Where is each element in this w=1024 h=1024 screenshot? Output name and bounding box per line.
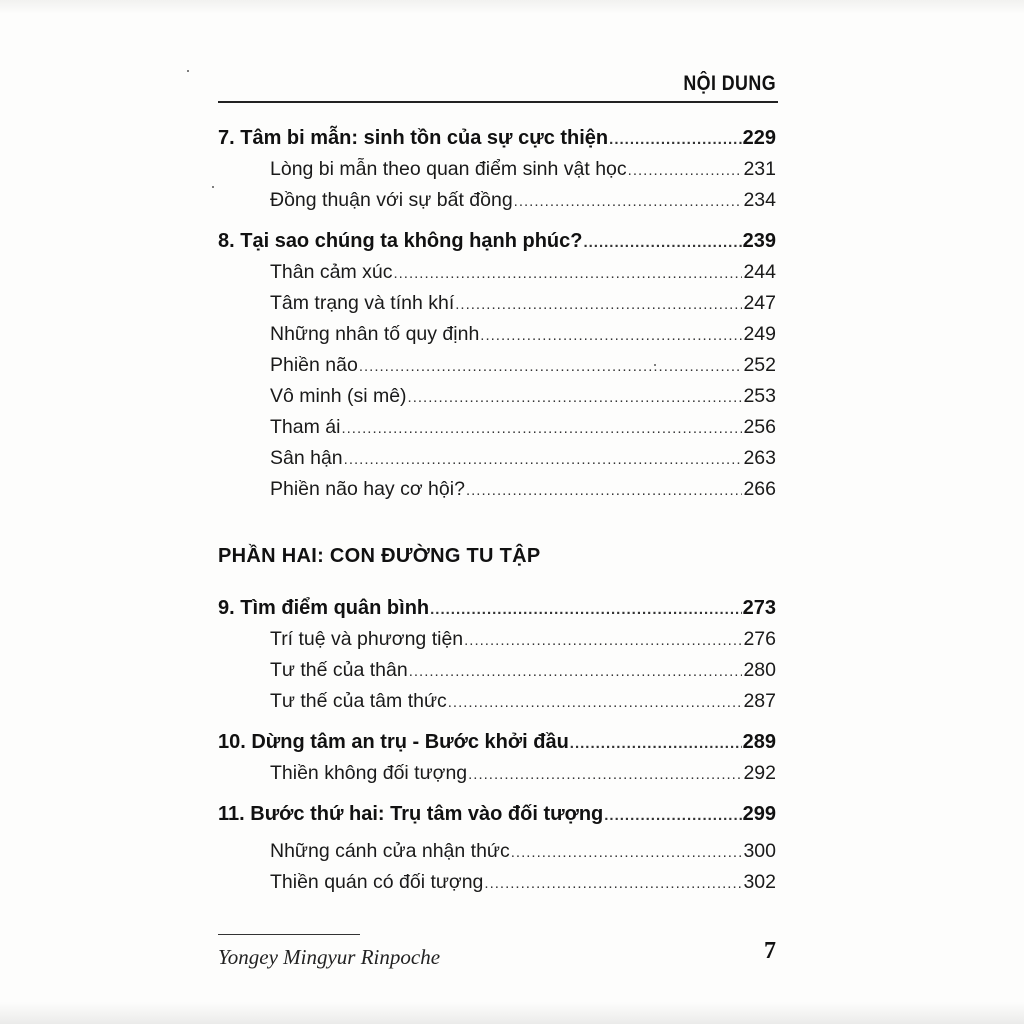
toc-section	[218, 185, 776, 216]
dot-leader	[448, 687, 743, 718]
page-header-title: NỘI DUNG	[683, 72, 776, 95]
toc-chapter-9	[218, 593, 776, 624]
chapter-title: 10. Dừng tâm an trụ - Bước khởi đầu	[218, 731, 569, 753]
toc-section	[218, 443, 776, 474]
chapter-title: 11. Bước thứ hai: Trụ tâm vào đối tượng	[218, 803, 604, 825]
chapter-page: 239	[742, 230, 776, 252]
toc-section	[218, 867, 776, 898]
dot-leader	[409, 656, 743, 687]
section-page: 292	[743, 762, 776, 784]
section-page: 253	[743, 385, 776, 407]
section-title: Phiền não	[270, 354, 358, 376]
section-title: Thiền quán có đối tượng	[270, 871, 484, 893]
dot-leader	[464, 625, 742, 656]
paper-speck	[187, 70, 189, 72]
dot-leader	[344, 444, 743, 475]
section-title: Trí tuệ và phương tiện	[270, 628, 464, 650]
toc-section	[218, 319, 776, 350]
section-page: 276	[743, 628, 776, 650]
toc-chapter-10	[218, 727, 776, 758]
toc-section	[218, 655, 776, 686]
dot-leader	[628, 155, 743, 186]
dot-leader	[341, 413, 742, 444]
toc-section	[218, 257, 776, 288]
toc-section	[218, 474, 776, 505]
toc-chapter-7	[218, 123, 776, 154]
toc-section	[218, 288, 776, 319]
dot-leader	[570, 728, 742, 759]
chapter-page: 229	[742, 127, 776, 149]
header-rule	[218, 101, 778, 103]
section-page: 252	[743, 354, 776, 376]
paper-speck	[212, 186, 214, 188]
section-page: 231	[743, 158, 776, 180]
section-page: 280	[743, 659, 776, 681]
section-title: Tư thế của thân	[270, 659, 408, 681]
section-page: 300	[743, 840, 776, 862]
toc-chapter-8	[218, 226, 776, 257]
dot-leader	[359, 351, 743, 382]
section-page: 244	[743, 261, 776, 283]
section-page: 234	[743, 189, 776, 211]
section-page: 263	[743, 447, 776, 469]
section-title: Những nhân tố quy định	[270, 323, 480, 345]
toc-section	[218, 154, 776, 185]
footer-author: Yongey Mingyur Rinpoche	[218, 945, 441, 969]
section-title: Những cánh cửa nhận thức	[270, 840, 510, 862]
section-title: Lòng bi mẫn theo quan điểm sinh vật học	[270, 158, 627, 180]
section-title: Phiền não hay cơ hội?	[270, 478, 465, 500]
section-title: Đồng thuận với sự bất đồng	[270, 189, 513, 211]
part-two-title: PHẦN HAI: CON ĐƯỜNG TU TẬP	[218, 545, 541, 567]
section-title: Tham ái	[270, 416, 341, 438]
chapter-page: 289	[742, 731, 776, 753]
dot-leader	[609, 124, 741, 155]
toc-section	[218, 350, 776, 381]
page-top-edge	[0, 0, 1024, 14]
page-bottom-edge	[0, 1002, 1024, 1024]
chapter-title: 7. Tâm bi mẫn: sinh tồn của sự cực thiện	[218, 127, 609, 149]
toc-section	[218, 381, 776, 412]
footer-page-number: 7	[764, 938, 776, 964]
dot-leader	[468, 759, 742, 790]
toc-section	[218, 412, 776, 443]
section-page: 247	[743, 292, 776, 314]
dot-leader	[604, 800, 741, 831]
toc-chapter-11	[218, 799, 776, 830]
section-title: Vô minh (si mê)	[270, 385, 407, 407]
dot-leader	[466, 475, 743, 506]
section-page: 249	[743, 323, 776, 345]
chapter-page: 299	[742, 803, 776, 825]
chapter-title: 8. Tại sao chúng ta không hạnh phúc?	[218, 230, 583, 252]
toc-section	[218, 624, 776, 655]
dot-leader	[408, 382, 743, 413]
section-page: 266	[743, 478, 776, 500]
section-title: Tư thế của tâm thức	[270, 690, 447, 712]
dot-leader	[511, 837, 743, 868]
toc-section	[218, 836, 776, 867]
chapter-page: 273	[742, 597, 776, 619]
section-page: 287	[743, 690, 776, 712]
dot-leader	[484, 868, 742, 899]
toc-section	[218, 686, 776, 717]
section-title: Thân cảm xúc	[270, 261, 393, 283]
dot-leader	[583, 227, 741, 258]
chapter-title: 9. Tìm điểm quân bình	[218, 597, 430, 619]
section-page: 302	[743, 871, 776, 893]
section-title: Tâm trạng và tính khí	[270, 292, 455, 314]
dot-leader	[514, 186, 743, 217]
dot-leader	[480, 320, 742, 351]
section-page: 256	[743, 416, 776, 438]
dot-leader	[455, 289, 742, 320]
footer-rule	[218, 934, 360, 935]
toc-section	[218, 758, 776, 789]
dot-leader	[430, 594, 742, 625]
dot-leader	[393, 258, 742, 289]
section-title: Sân hận	[270, 447, 343, 469]
table-of-contents	[218, 123, 776, 898]
section-title: Thiền không đối tượng	[270, 762, 468, 784]
